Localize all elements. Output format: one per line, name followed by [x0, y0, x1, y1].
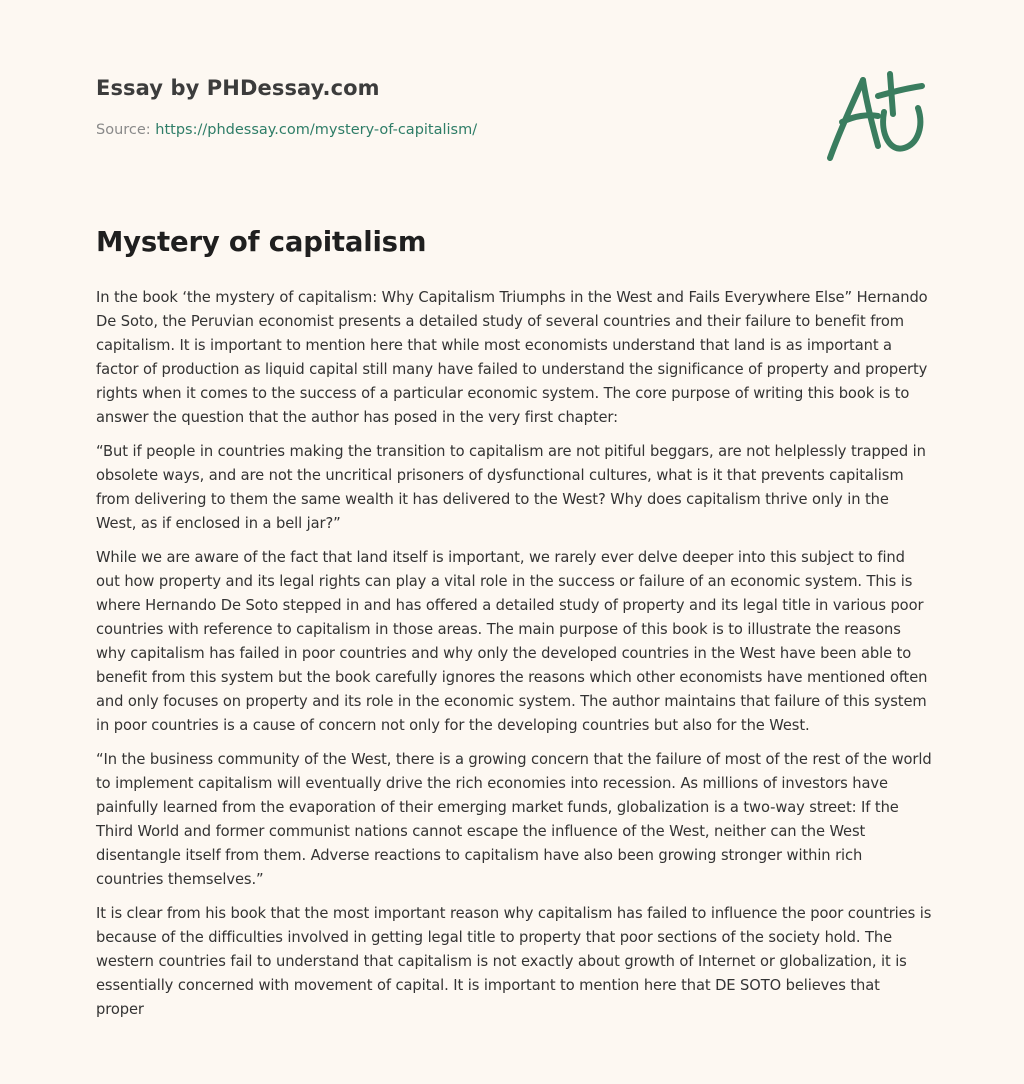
essay-paragraph: It is clear from his book that the most important reason why capitalism has failed to influence the poor countries is because of the difficulties involved in getting legal title to property that poor sections of the society hold. The western countries fail to understand that capitalism is not exactly about growth of Internet or globalization, it is essentially concerned with movement of capital. It is important to mention here that DE SOTO believes that proper	[96, 905, 932, 1018]
source-line	[96, 122, 796, 138]
essay-paragraph: In the book ‘the mystery of capitalism: Why Capitalism Triumphs in the West and Fails Everywhere Else” Hernando De Soto, the Peruvian economist presents a detailed study of several countries and their failure to benefit from capitalism. It is important to mention here that while most economists understand that land is as important a factor of production as liquid capital still many have failed to understand the significance of property and property rights when it comes to the success of a particular economic system. The core purpose of writing this book is to answer the question that the author has posed in the very first chapter:	[96, 289, 928, 426]
essay-title: Mystery of capitalism	[96, 226, 427, 258]
source-link[interactable]: https://phdessay.com/mystery-of-capitalism/	[155, 122, 478, 138]
essay-paragraph: While we are aware of the fact that land itself is important, we rarely ever delve deeper into this subject to find out how property and its legal rights can play a vital role in the success or failure of an economic system. This is where Hernando De Soto stepped in and has offered a detailed study of property and its legal title in various poor countries with reference to capitalism in those areas. The main purpose of this book is to illustrate the reasons why capitalism has failed in poor countries and why only the developed countries in the West have been able to benefit from this system but the book carefully ignores the reasons which other economists have mentioned often and only focuses on property and its role in the economic system. The author maintains that failure of this system in poor countries is a cause of concern not only for the developing countries but also for the West.	[96, 549, 928, 734]
essay-body	[96, 286, 932, 1032]
source-label: Source:	[96, 122, 156, 138]
essay-quote: “In the business community of the West, there is a growing concern that the failure of most of the rest of the world to implement capitalism will eventually drive the rich economies into recession. As millions of investors have painfully learned from the evaporation of their emerging market funds, globalization is a two-way street: If the Third World and former communist nations cannot escape the influence of the West, neither can the West disentangle itself from them. Adverse reactions to capitalism have also been growing stronger within rich countries themselves.”	[96, 751, 932, 888]
site-title: Essay by PHDessay.com	[96, 76, 380, 100]
page-header	[96, 76, 796, 138]
essay-quote: “But if people in countries making the transition to capitalism are not pitiful beggars, are not helplessly trapped in obsolete ways, and are not the uncritical prisoners of dysfunctional cultures, what is it that prevents capitalism from delivering to them the same wealth it has delivered to the West? Why does capitalism thrive only in the West, as if enclosed in a bell jar?”	[96, 443, 926, 532]
a-plus-grade-icon	[820, 66, 930, 166]
